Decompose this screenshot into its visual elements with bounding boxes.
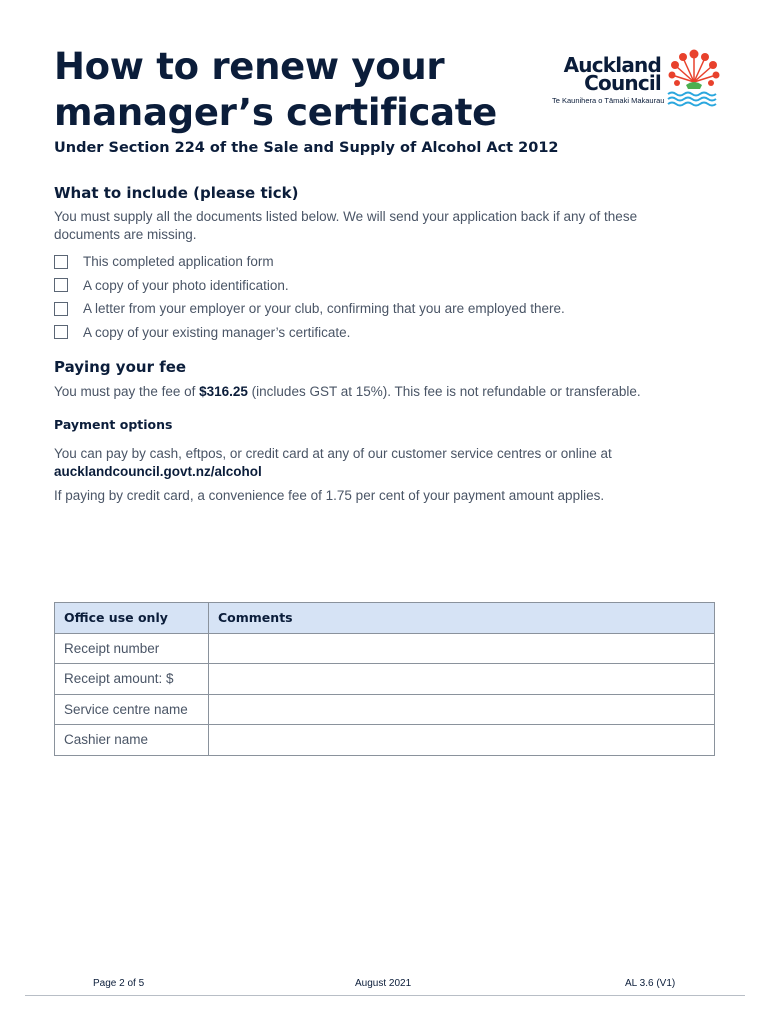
- footer-divider: [25, 995, 745, 996]
- checklist-item: [54, 297, 565, 321]
- checkbox-employer-letter[interactable]: [54, 302, 68, 316]
- table-row: [55, 633, 715, 664]
- row-label-service-centre: Service centre name: [55, 694, 209, 725]
- fee-text-before: You must pay the fee of: [54, 384, 200, 399]
- table-row: [55, 664, 715, 695]
- checklist-item-label: A copy of your existing manager’s certificate.: [83, 324, 351, 340]
- logo-wordmark: [563, 53, 661, 95]
- row-label-cashier-name: Cashier name: [55, 725, 209, 756]
- title-line-2: manager’s certificate: [54, 91, 497, 134]
- title-line-1: How to renew your: [54, 45, 445, 88]
- checkbox-existing-certificate[interactable]: [54, 325, 68, 339]
- checklist-item-label: A copy of your photo identification.: [83, 277, 289, 293]
- fee-text-after: (includes GST at 15%). This fee is not refundable or transferable.: [247, 384, 641, 399]
- payment-description: You can pay by cash, eftpos, or credit card at any of our customer service centres or online at: [54, 446, 612, 461]
- include-heading: What to include (please tick): [54, 184, 299, 202]
- logo-word-1: Auckland: [563, 53, 661, 77]
- checklist-item-label: A letter from your employer or your club, confirming that you are employed there.: [83, 301, 565, 317]
- footer-date: August 2021: [355, 978, 412, 989]
- form-code: AL 3.6 (V1): [625, 978, 676, 989]
- checklist-item: [54, 274, 565, 298]
- checkbox-photo-id[interactable]: [54, 278, 68, 292]
- include-intro: You must supply all the documents listed below. We will send your application back if any of these documents are missing.: [54, 209, 638, 242]
- table-header-row: [55, 603, 715, 634]
- checklist-item: [54, 321, 565, 345]
- checklist-item: [54, 250, 565, 274]
- payment-options-heading: Payment options: [54, 417, 173, 432]
- header-office-use: Office use only: [55, 603, 209, 634]
- table-row: [55, 694, 715, 725]
- logo-word-2: Council: [584, 71, 661, 95]
- page-subtitle: Under Section 224 of the Sale and Supply of Alcohol Act 2012: [54, 140, 559, 156]
- fee-text: [54, 383, 694, 401]
- header-comments: Comments: [209, 603, 715, 634]
- alcohol-licensing-link[interactable]: aucklandcouncil.govt.nz/alcohol: [54, 464, 262, 479]
- pohutukawa-flower-icon: [666, 48, 722, 108]
- fee-amount: $316.25: [199, 384, 248, 399]
- cashier-name-field[interactable]: [209, 725, 715, 756]
- office-use-table: [54, 602, 715, 756]
- page-title: [54, 44, 554, 136]
- row-label-receipt-amount: Receipt amount: $: [55, 664, 209, 695]
- checklist-item-label: This completed application form: [83, 254, 274, 270]
- auckland-council-logo: [552, 48, 722, 110]
- logo-tagline: Te Kaunihera o Tāmaki Makaurau: [552, 96, 665, 105]
- table-row: [55, 725, 715, 756]
- page-number: Page 2 of 5: [93, 978, 145, 989]
- fee-heading: Paying your fee: [54, 358, 187, 376]
- payment-text: [54, 445, 694, 481]
- service-centre-field[interactable]: [209, 694, 715, 725]
- convenience-fee-note: If paying by credit card, a convenience fee of 1.75 per cent of your payment amount applies.: [54, 488, 605, 503]
- row-label-receipt-number: Receipt number: [55, 633, 209, 664]
- document-checklist: [54, 250, 565, 344]
- checkbox-application-form[interactable]: [54, 255, 68, 269]
- receipt-amount-field[interactable]: [209, 664, 715, 695]
- receipt-number-field[interactable]: [209, 633, 715, 664]
